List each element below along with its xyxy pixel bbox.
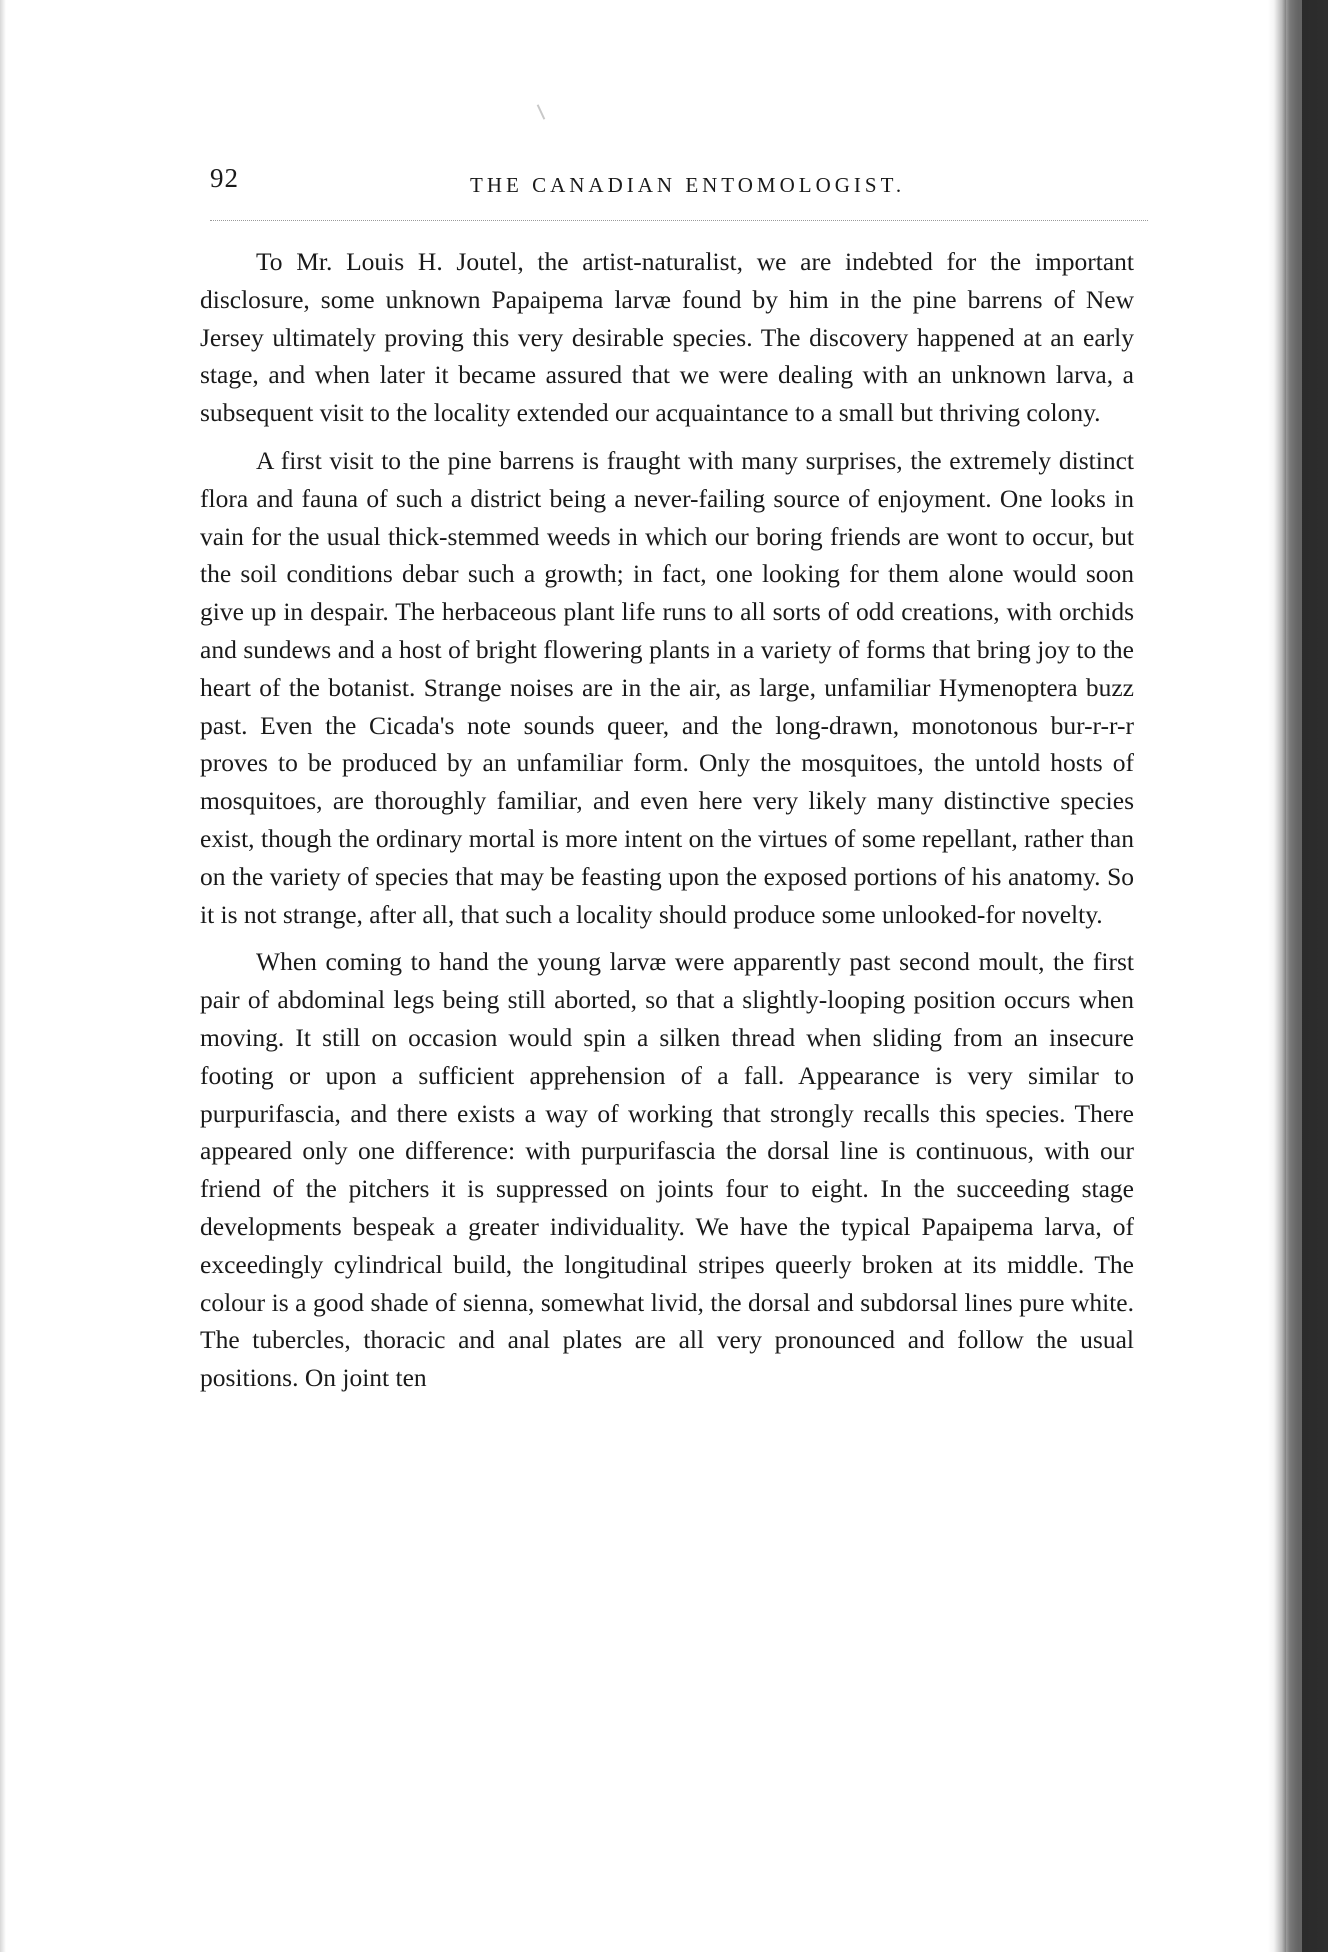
scan-speck (537, 104, 546, 119)
header-rule (210, 220, 1148, 221)
book-spine-edge (1268, 0, 1328, 1952)
running-head: THE CANADIAN ENTOMOLOGIST. (470, 173, 906, 197)
scan-left-edge (0, 0, 6, 1952)
paragraph-1: To Mr. Louis H. Joutel, the artist-naturalist, we are indebted for the important disclosure, some unknown Papaipema larvæ found by him in the pine barrens of New Jersey ultimately proving this very desirable species. The discovery happened at an early stage, and when later it became assured that we were dealing with an unknown larva, a subsequent visit to the locality extended our acquaintance to a small but thriving colony. (200, 247, 1134, 428)
body-text (200, 243, 1134, 1397)
paragraph-3: When coming to hand the young larvæ were apparently past second moult, the first pair of abdominal legs being still aborted, so that a slightly-looping position occurs when moving. It still on occasion would spin a silken thread when sliding from an insecure footing or upon a sufficient apprehension of a fall. Appearance is very similar to purpurifascia, and there exists a way of working that strongly recalls this species. There appeared only one difference: with purpurifascia the dorsal line is continuous, with our friend of the pitchers it is suppressed on joints four to eight. In the succeeding stage developments bespeak a greater individuality. We have the typical Papaipema larva, of exceedingly cylindrical build, the longitudinal stripes queerly broken at its middle. The colour is a good shade of sienna, somewhat livid, the dorsal and subdorsal lines pure white. The tubercles, thoracic and anal plates are all very pronounced and follow the usual positions. On joint ten (200, 947, 1134, 1393)
page-number: 92 (210, 163, 239, 193)
paragraph-2: A first visit to the pine barrens is fraught with many surprises, the extremely distinct flora and fauna of such a district being a never-failing source of enjoyment. One looks in vain for the usual thick-stemmed weeds in which our boring friends are wont to occur, but the soil conditions debar such a growth; in fact, one looking for them alone would soon give up in despair. The herbaceous plant life runs to all sorts of odd creations, with orchids and sundews and a host of bright flowering plants in a variety of forms that bring joy to the heart of the botanist. Strange noises are in the air, as large, unfamiliar Hymenoptera buzz past. Even the Cicada's note sounds queer, and the long-drawn, monotonous bur-r-r-r proves to be produced by an unfamiliar form. Only the mosquitoes, the untold hosts of mosquitoes, are thoroughly familiar, and even here very likely many distinctive species exist, though the ordinary mortal is more intent on the virtues of some repellant, rather than on the variety of species that may be feasting upon the exposed portions of his anatomy. So it is not strange, after all, that such a locality should produce some unlooked-for novelty. (200, 445, 1134, 929)
